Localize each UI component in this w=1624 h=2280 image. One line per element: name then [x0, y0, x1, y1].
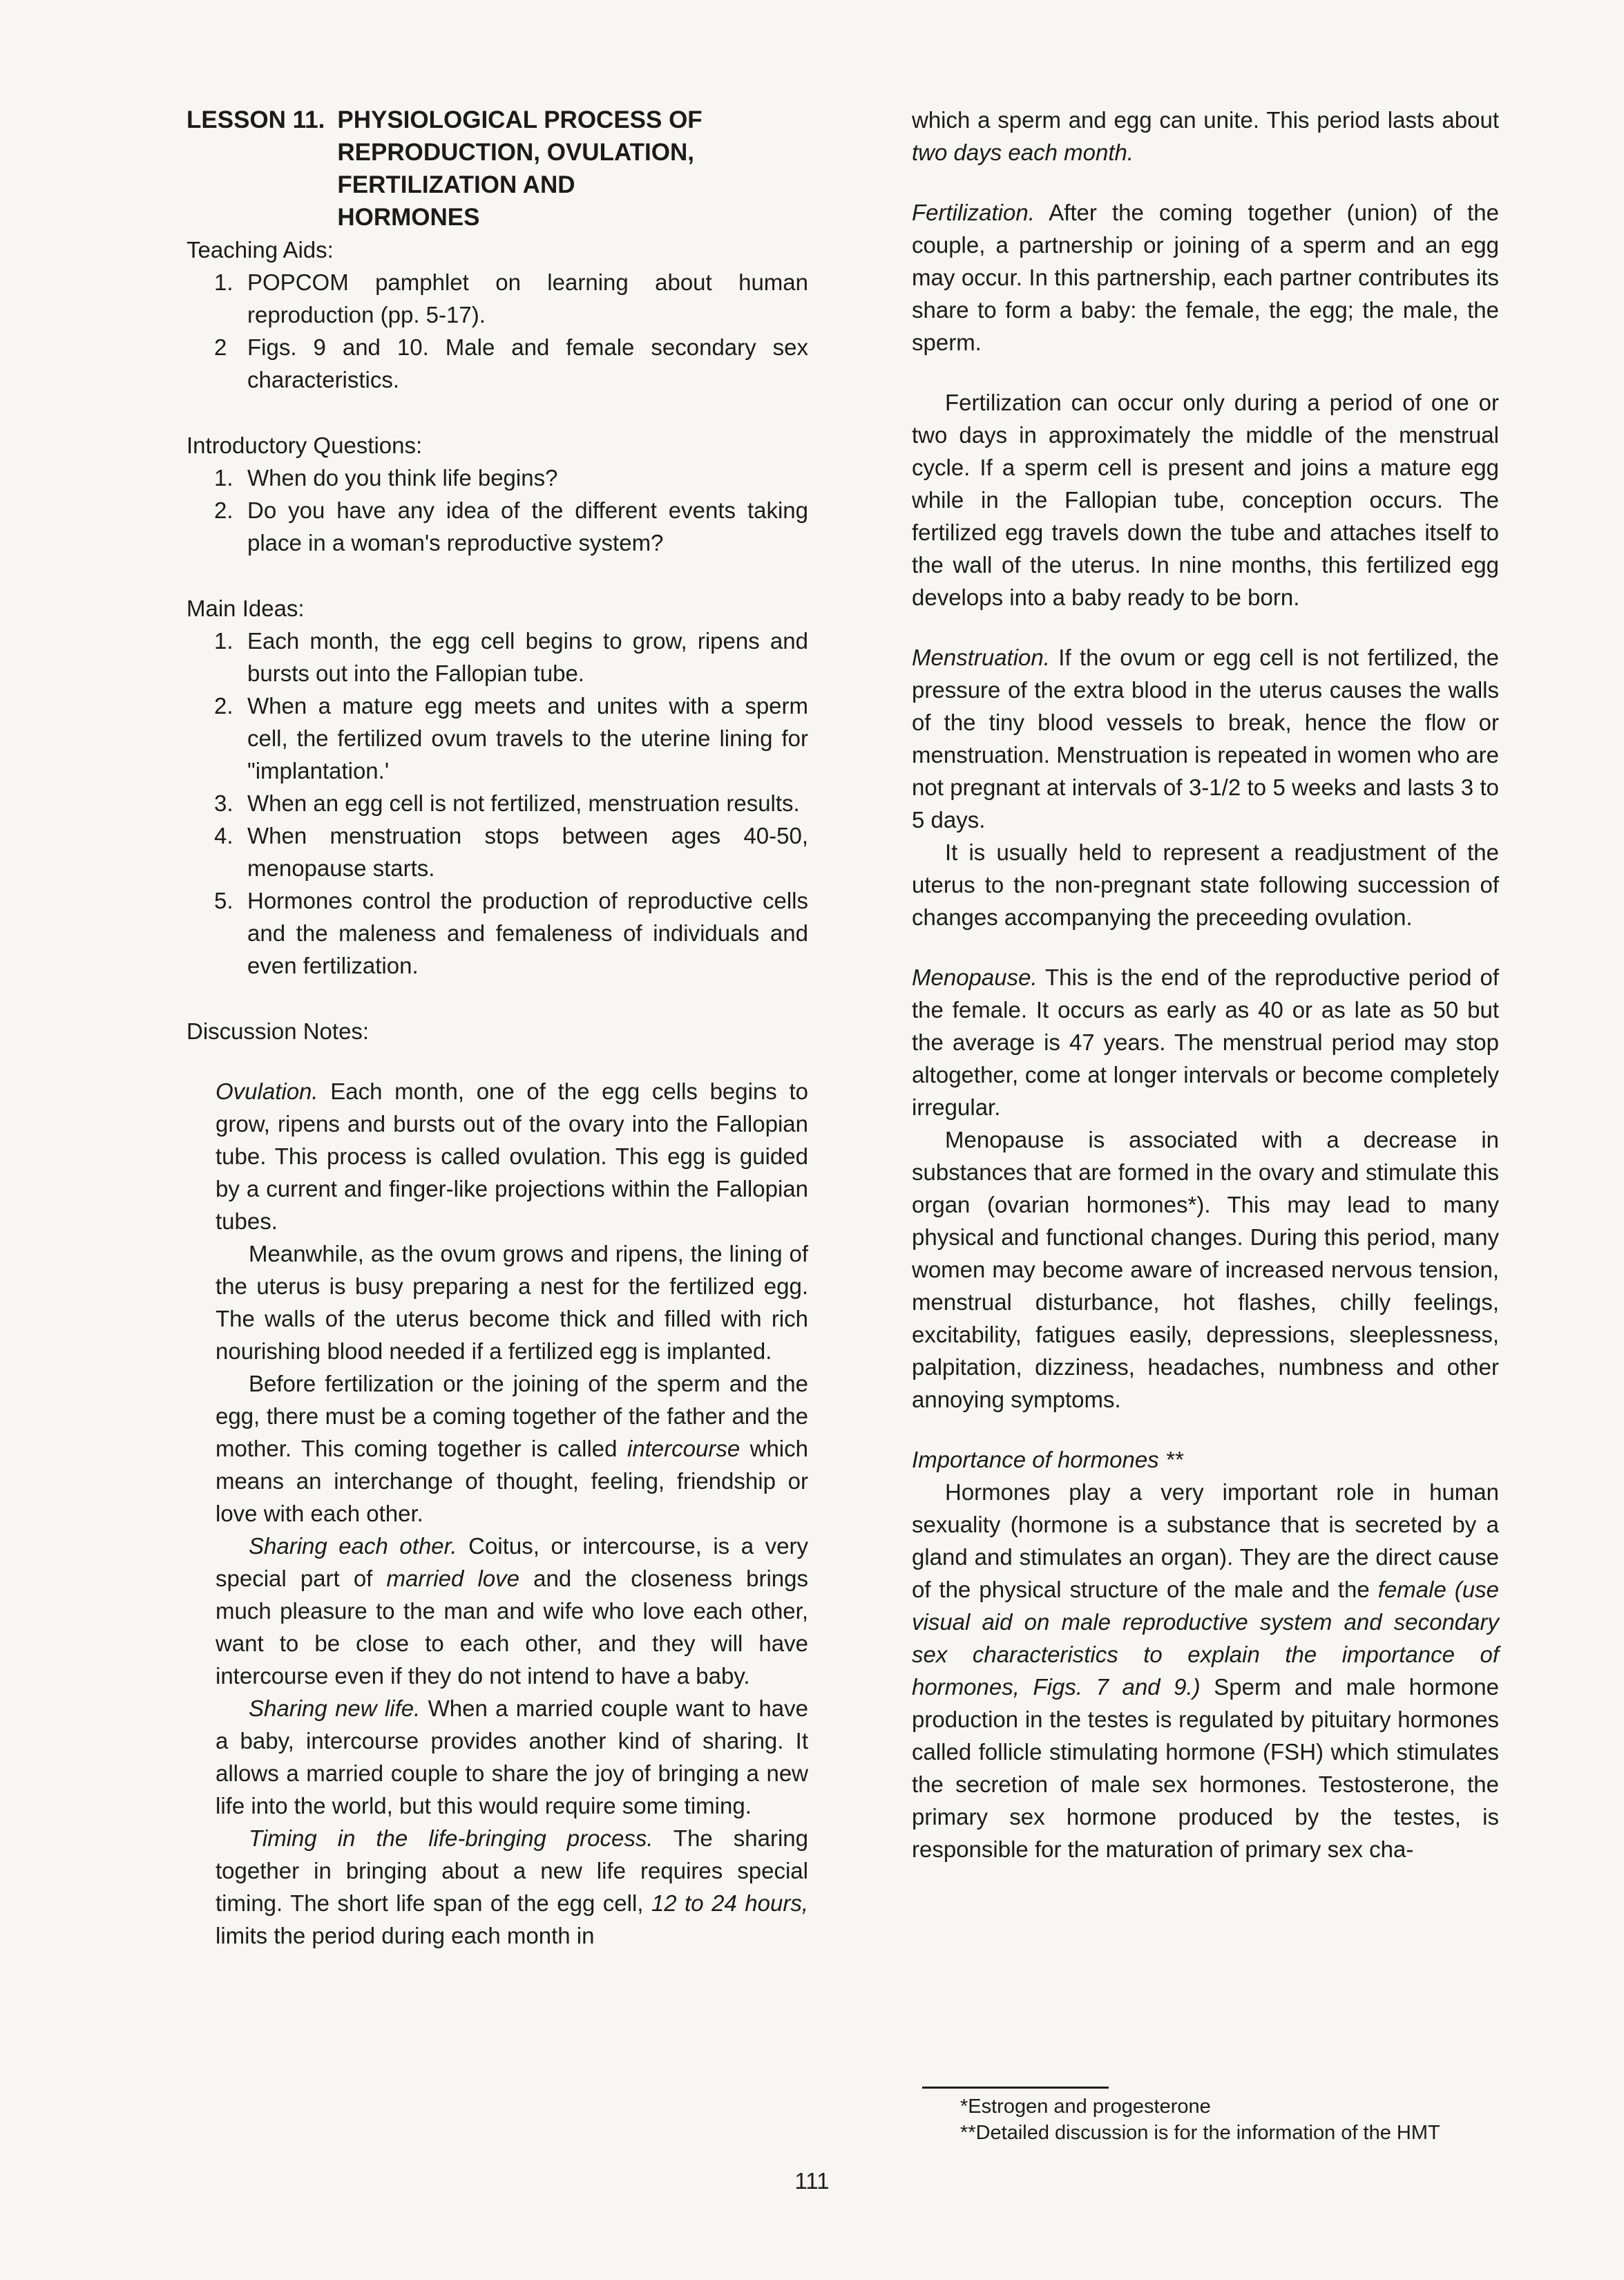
timing-paragraph: Timing in the life-bringing process. The sharing together in bringing about a new life requires special timing. The short life span of the egg cell, 12 to 24 hours, limits the period during each month in	[216, 1825, 809, 1948]
lesson-title-line: REPRODUCTION, OVULATION,	[337, 139, 694, 166]
ovulation-paragraph-3: Before fertilization or the joining of the sperm and the egg, there must be a coming together of the father and the mother. This coming together is called intercourse which means an interchange of thought, feeling, friendship or love with each other.	[216, 1371, 808, 1526]
list-item: 2. When a mature egg meets and unites with a sperm cell, the fertilized ovum travels to the uterine lining for "implantation.'	[214, 693, 808, 783]
sharing-each-other-paragraph: Sharing each other. Coitus, or intercourse, is a very special part of married love and the closeness brings much pleasure to the man and wife who love each other, want to be close to each other, and they will have intercourse even if they do not intend to have a baby.	[216, 1533, 809, 1689]
list-item: 2. Do you have any idea of the different events taking place in a woman's reproductive system?	[214, 497, 808, 555]
discussion-notes-label: Discussion Notes:	[187, 1018, 370, 1044]
footnote-divider	[922, 2087, 1109, 2089]
page-number: 111	[794, 2168, 830, 2194]
menopause-paragraph: Menopause. This is the end of the reproductive period of the female. It occurs as early as 40 or as late as 50 but the average is 47 years. The menstrual period may stop altogether, come at longer intervals or become completely irregular.	[912, 965, 1499, 1120]
hormones-heading: Importance of hormones **	[912, 1447, 1183, 1472]
right-column	[912, 104, 1499, 1865]
fertilization-paragraph: Fertilization. After the coming together (union) of the couple, a partnership or joining of a sperm and an egg may occur. In this partnership, each partner contributes its share to form a baby: the female, the egg; the male, the sperm.	[912, 200, 1499, 355]
list-item: 1. POPCOM pamphlet on learning about human reproduction (pp. 5-17).	[214, 269, 808, 327]
fertilization-paragraph-2: Fertilization can occur only during a period of one or two days in approximately the middle of the menstrual cycle. If a sperm cell is present and joins a mature egg while in the Fallopian tube, conception occurs. The fertilized egg travels down the tube and attaches itself to the wall of the uterus. In nine months, this fertilized egg develops into a baby ready to be born.	[912, 390, 1499, 610]
hormones-paragraph: Hormones play a very important role in human sexuality (hormone is a substance that is secreted by a gland and stimulates an organ). They are the direct cause of the physical structure of the male and the female (use visual aid on male reproductive system and secondary sex characteristics to explain the importance of hormones, Figs. 7 and 9.) Sperm and male hormone production in the testes is regulated by pituitary hormones called follicle stimulating hormone (FSH) which stimulates the secretion of male sex hormones. Testosterone, the primary sex hormone produced by the testes, is responsible for the maturation of primary sex cha-	[912, 1479, 1499, 1862]
menstruation-paragraph-2: It is usually held to represent a readjustment of the uterus to the non-pregnant state following succession of changes accompanying the preceeding ovulation.	[912, 839, 1499, 930]
menopause-paragraph-2: Menopause is associated with a decrease in substances that are formed in the ovary and stimulate this organ (ovarian hormones*). This may lead to many physical and functional changes. During this period, many women may become aware of increased nervous tension, menstrual disturbance, hot flashes, chilly feelings, excitability, fatigues easily, depressions, sleeplessness, palpitation, dizziness, headaches, numbness and other annoying symptoms.	[912, 1127, 1499, 1412]
lesson-label: LESSON 11.	[187, 106, 325, 133]
intro-questions-label: Introductory Questions:	[187, 433, 423, 458]
footnotes	[960, 2093, 1513, 2146]
sharing-new-life-paragraph: Sharing new life. When a married couple want to have a baby, intercourse provides another kind of sharing. It allows a married couple to share the joy of bringing a new life into the world, but this would require some timing.	[216, 1695, 808, 1818]
lesson-title-line: PHYSIOLOGICAL PROCESS OF	[337, 106, 703, 133]
left-column	[187, 104, 808, 1952]
ovulation-paragraph-2: Meanwhile, as the ovum grows and ripens, the lining of the uterus is busy preparing a nest for the fertilized egg. The walls of the uterus become thick and filled with rich nourishing blood needed if a fertilized egg is implanted.	[216, 1241, 808, 1364]
main-ideas-list	[187, 625, 808, 982]
list-item: 4. When menstruation stops between ages 40-50, menopause starts.	[214, 823, 808, 881]
intro-questions-list	[187, 462, 808, 559]
timing-paragraph-continued: which a sperm and egg can unite. This period lasts about two days each month.	[912, 107, 1499, 165]
teaching-aids-list	[187, 266, 808, 396]
ovulation-paragraph: Ovulation. Each month, one of the egg cells begins to grow, ripens and bursts out of the ovary into the Fallopian tube. This process is called ovulation. This egg is guided by a current and finger-like projections within the Fallopian tubes.	[216, 1079, 808, 1234]
list-item: 5. Hormones control the production of reproductive cells and the maleness and femaleness of individuals and even fertilization.	[214, 888, 808, 978]
list-item: 1. Each month, the egg cell begins to grow, ripens and bursts out into the Fallopian tube.	[214, 628, 808, 686]
list-item: 2 Figs. 9 and 10. Male and female secondary sex characteristics.	[214, 334, 808, 392]
footnote: *Estrogen and progesterone	[960, 2096, 1211, 2118]
lesson-title	[187, 104, 808, 234]
menstruation-paragraph: Menstruation. If the ovum or egg cell is not fertilized, the pressure of the extra blood in the uterus causes the walls of the tiny blood vessels to break, hence the flow or menstruation. Menstruation is repeated in women who are not pregnant at intervals of 3-1/2 to 5 weeks and lasts 3 to 5 days.	[912, 645, 1499, 833]
main-ideas-label: Main Ideas:	[187, 596, 305, 621]
lesson-title-line: HORMONES	[337, 204, 480, 231]
teaching-aids-label: Teaching Aids:	[187, 237, 334, 263]
footnote: **Detailed discussion is for the information of the HMT	[960, 2122, 1440, 2144]
list-item: 1. When do you think life begins?	[214, 465, 558, 491]
lesson-title-line: FERTILIZATION AND	[337, 171, 575, 198]
list-item: 3. When an egg cell is not fertilized, menstruation results.	[214, 790, 800, 816]
